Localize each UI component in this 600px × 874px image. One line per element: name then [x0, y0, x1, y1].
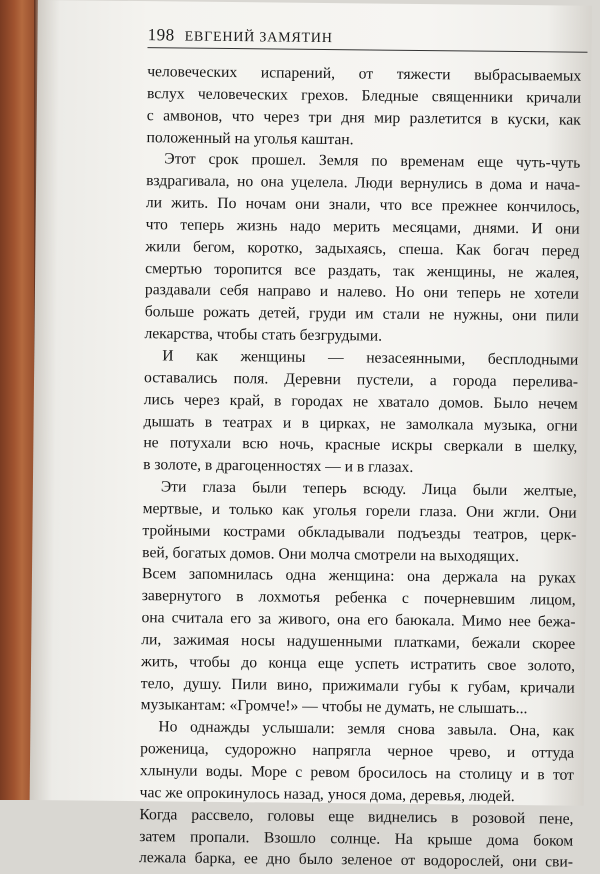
page-header [148, 25, 588, 53]
text-line: музыкантам: «Громче!» — чтобы не думать, не слышать... [140, 696, 528, 718]
text-line: лекарства, чтобы стать безгрудыми. [144, 325, 383, 345]
text-line: тело, душу. Пили вино, прижимали губы к губам, кричали [140, 674, 575, 697]
text-line: раздавали себя направо и налево. Но они теперь не хотели [144, 281, 580, 304]
text-line: жили бегом, коротко, задыхаясь, спеша. Как богач перед [145, 237, 580, 260]
text-line: что теперь жизнь надо мерить месяцами, днями. И они [145, 216, 580, 238]
text-line: хлынули воды. Море с ревом бросилось на столицу и в тот [139, 762, 575, 784]
text-line: она считала его за живого, она его баюкала. Мимо нее бежа- [141, 609, 576, 631]
text-line: дышать в театрах и в цирках, не замолкала музыка, огни [143, 412, 578, 435]
text-line: мертвые, и только как уголья горели глаза. Они жгли. Они [142, 499, 577, 522]
text-line: тройными кострами обкладывали подъезды театров, церк- [142, 521, 577, 544]
text-line: положенный на уголья каштан. [146, 128, 354, 148]
text-line: Когда рассвело, головы еще виднелись в розовой пене, [139, 805, 574, 828]
text-line: больше рожать детей, груди им стали не нужны, они пили [144, 303, 579, 325]
text-line: лись через край, в городах не хватало домов. Было нечем [143, 390, 578, 413]
text-line: вей, богатых домов. Они молча смотрели на выходящих. [142, 543, 520, 565]
text-line: час же опрокинулось назад, унося дома, деревья, людей. [139, 783, 515, 805]
text-line: с амвонов, что через три дня мир разлетится в куски, как [146, 106, 581, 129]
text-line: ли жить. По ночам они знали, что все прежнее кончилось, [145, 194, 580, 216]
text-line: затем пропали. Взошло солнце. На крыше дома боком [139, 827, 574, 850]
body-text [139, 61, 581, 874]
text-line: ли, зажимая носы надушенными платками, бежали скорее [141, 631, 576, 653]
text-line: человеческих испарений, от тяжести выбрасываемых [147, 63, 582, 85]
text-line: вслух человеческих грехов. Бледные священники кричали [146, 84, 582, 107]
running-head: ЕВГЕНИЙ ЗАМЯТИН [184, 29, 333, 47]
text-line: Эти глаза были теперь всюду. Лица были желтые, [160, 478, 577, 500]
text-line: смертью торопится все раздать, так женщины, не жалея, [145, 259, 580, 282]
page-number: 198 [147, 25, 175, 45]
book-page [30, 0, 592, 872]
text-line: вздрагивала, но она уцелела. Люди вернулись в дома и нача- [146, 172, 581, 194]
text-line: жить, чтобы до конца еще успеть истратить свое золото, [140, 652, 576, 675]
text-line: Но однажды услышали: земля снова завыла. Она, как [158, 718, 575, 740]
text-line: оставались поля. Деревни пустели, а города перелива- [143, 368, 579, 391]
text-line: Всем запомнилась одна женщина: она держала на руках [141, 565, 577, 588]
text-line: в золоте, в драгоценностях — и в глазах. [143, 456, 414, 477]
text-line: Этот срок прошел. Земля по временам еще чуть-чуть [164, 150, 581, 173]
text-line: роженица, судорожно напрягла черное чрево, и оттуда [140, 740, 575, 762]
text-line: не потухали всю ночь, красные искры сверкали в шелку, [143, 434, 578, 457]
text-line: лежала барка, ее дно было зеленое от водорослей, они сви- [138, 849, 574, 872]
text-line: завернутого в лохмотья ребенка с почерневшим лицом, [141, 587, 576, 609]
text-line: И как женщины — незасеянными, бесплодными [162, 347, 579, 369]
